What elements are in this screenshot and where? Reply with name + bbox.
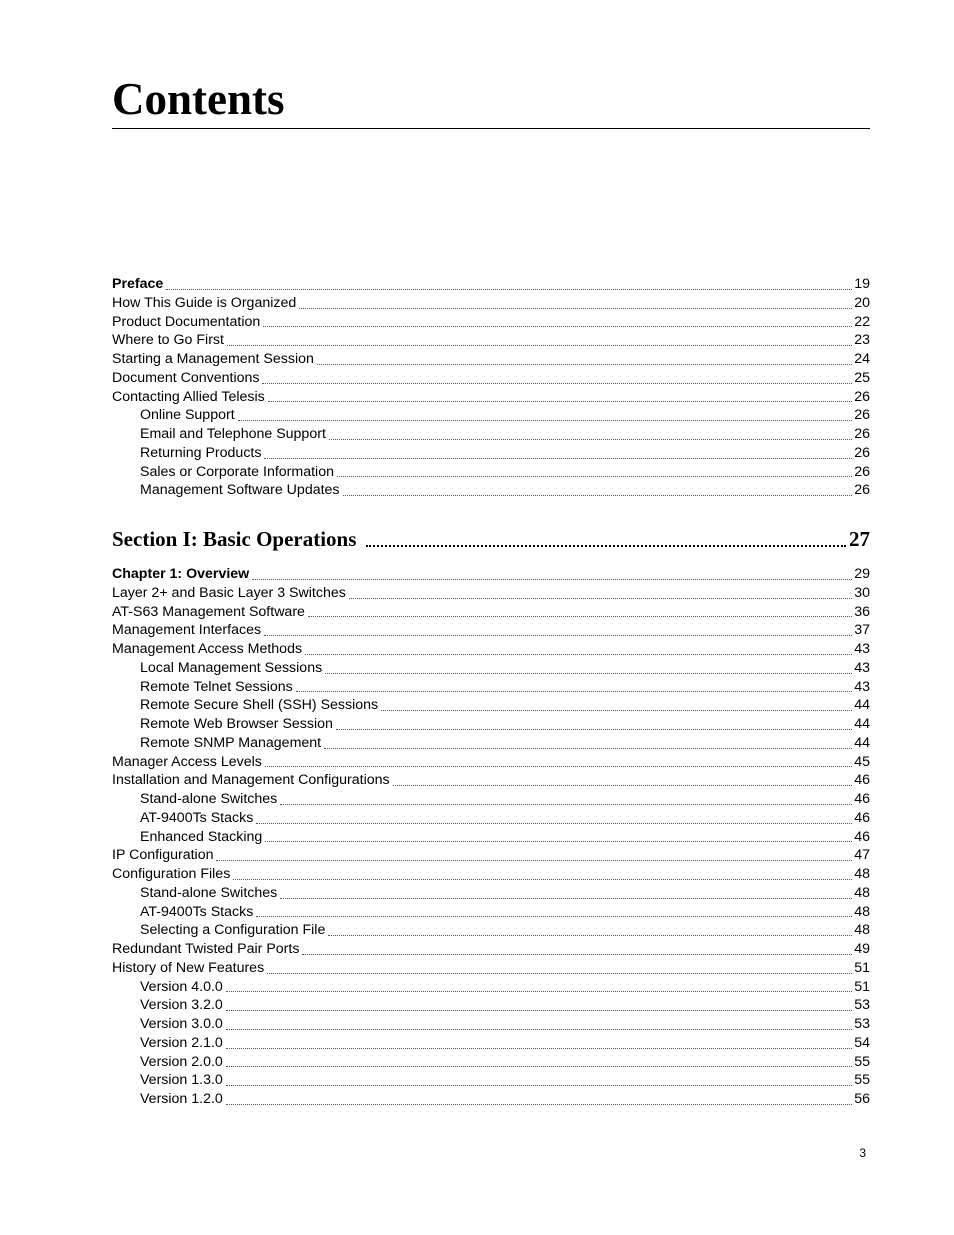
toc-entry-page-number: 36 <box>854 603 870 620</box>
toc-entry-title: Stand-alone Switches <box>140 791 278 807</box>
dot-leader <box>268 401 852 402</box>
toc-entry-page-number: 55 <box>854 1072 870 1089</box>
toc-entry-title: Remote Web Browser Session <box>140 716 333 732</box>
toc-entry[interactable] <box>112 734 870 753</box>
toc-entry-title: How This Guide is Organized <box>112 294 297 311</box>
toc-entry-title: Document Conventions <box>112 369 260 386</box>
toc-entry-page-number: 51 <box>854 978 870 995</box>
toc-entry-page-number: 26 <box>854 426 870 442</box>
dot-leader <box>267 973 852 974</box>
toc-entry-page-number: 26 <box>854 463 870 480</box>
toc-entry-page-number: 25 <box>854 369 870 386</box>
toc-entry[interactable] <box>112 1071 870 1090</box>
toc-entry[interactable] <box>112 903 870 922</box>
toc-entry-page-number: 26 <box>854 407 870 424</box>
toc-entry-title: Where to Go First <box>112 332 224 349</box>
toc-entry-title: Version 4.0.0 <box>140 978 223 995</box>
toc-entry[interactable] <box>112 978 870 997</box>
toc-entry-title: Remote Telnet Sessions <box>140 678 293 695</box>
toc-entry-page-number: 46 <box>854 791 870 807</box>
toc-entry-page-number: 55 <box>854 1053 870 1070</box>
toc-entry-page-number: 56 <box>854 1091 870 1107</box>
toc-entry-page-number: 30 <box>854 584 870 601</box>
toc-entry[interactable] <box>112 865 870 884</box>
toc-entry-title: AT-9400Ts Stacks <box>140 903 254 920</box>
toc-entry[interactable] <box>112 846 870 865</box>
dot-leader <box>265 766 852 767</box>
toc-entry-title: Chapter 1: Overview <box>112 566 250 582</box>
section-page-number: 27 <box>849 527 870 551</box>
dot-leader <box>325 673 852 674</box>
toc-section-entry[interactable] <box>112 524 870 554</box>
dot-leader <box>226 1029 852 1030</box>
toc-entry[interactable] <box>112 640 870 659</box>
toc-entry-title: Version 2.0.0 <box>140 1053 223 1070</box>
toc-entry-title: Stand-alone Switches <box>140 884 278 901</box>
toc-entry[interactable] <box>112 275 870 294</box>
dot-leader <box>256 916 852 917</box>
toc-entry[interactable] <box>112 696 870 715</box>
toc-entry-page-number: 26 <box>854 388 870 405</box>
toc-entry-title: Contacting Allied Telesis <box>112 388 265 405</box>
toc-entry[interactable] <box>112 388 870 407</box>
toc-entry-page-number: 46 <box>854 828 870 845</box>
toc-entry-page-number: 47 <box>854 847 870 864</box>
toc-entry-title: Preface <box>112 276 164 292</box>
toc-entry-page-number: 48 <box>854 922 870 939</box>
dot-leader <box>263 326 852 327</box>
toc-entry-page-number: 48 <box>854 903 870 920</box>
dot-leader <box>280 898 852 899</box>
toc-entry-title: Version 1.3.0 <box>140 1072 223 1089</box>
toc-entry-title: Installation and Management Configurations <box>112 772 390 789</box>
dot-leader <box>262 383 852 384</box>
dot-leader <box>226 1048 852 1049</box>
toc-entry-page-number: 53 <box>854 997 870 1014</box>
toc-entry-title: IP Configuration <box>112 847 214 864</box>
dot-leader <box>324 748 852 749</box>
toc-preface-list <box>112 275 870 500</box>
toc-entry[interactable] <box>112 350 870 369</box>
toc-entry[interactable] <box>112 828 870 847</box>
toc-entry[interactable] <box>112 753 870 772</box>
toc-entry-page-number: 54 <box>854 1034 870 1051</box>
toc-entry[interactable] <box>112 790 870 809</box>
toc-entry[interactable] <box>112 463 870 482</box>
page-title: Contents <box>112 74 285 124</box>
dot-leader <box>226 991 852 992</box>
dot-leader <box>337 476 852 477</box>
toc-entry-page-number: 19 <box>854 276 870 292</box>
toc-entry[interactable] <box>112 1090 870 1109</box>
dot-leader <box>317 364 852 365</box>
toc-entry-title: Product Documentation <box>112 313 261 330</box>
section-leader <box>366 545 846 547</box>
toc-entry-page-number: 45 <box>854 753 870 770</box>
toc-entry-title: Online Support <box>140 407 235 424</box>
toc-entry[interactable] <box>112 369 870 388</box>
toc-entry-title: Management Interfaces <box>112 622 262 639</box>
toc-entry[interactable] <box>112 294 870 313</box>
dot-leader <box>226 1085 852 1086</box>
dot-leader <box>216 860 852 861</box>
toc-entry-page-number: 43 <box>854 641 870 657</box>
dot-leader <box>393 785 853 786</box>
toc-entry-page-number: 37 <box>854 622 870 639</box>
toc-entry-title: Starting a Management Session <box>112 351 314 367</box>
toc-entry[interactable] <box>112 1053 870 1072</box>
toc-entry-title: Manager Access Levels <box>112 753 262 770</box>
toc-entry-title: Email and Telephone Support <box>140 426 326 442</box>
toc-entry-page-number: 23 <box>854 332 870 349</box>
toc-entry-title: Sales or Corporate Information <box>140 463 334 480</box>
page-number: 3 <box>859 1146 866 1160</box>
toc-entry-title: Layer 2+ and Basic Layer 3 Switches <box>112 584 346 601</box>
toc-entry-page-number: 46 <box>854 809 870 826</box>
toc-entry-title: Redundant Twisted Pair Ports <box>112 941 300 957</box>
toc-entry-page-number: 49 <box>854 941 870 957</box>
dot-leader <box>296 691 852 692</box>
toc-entry[interactable] <box>112 678 870 697</box>
toc-entry[interactable] <box>112 565 870 584</box>
dot-leader <box>256 823 852 824</box>
toc-entry-page-number: 53 <box>854 1016 870 1032</box>
dot-leader <box>329 439 852 440</box>
toc-entry[interactable] <box>112 921 870 940</box>
toc-entry-page-number: 51 <box>854 959 870 976</box>
toc-entry-page-number: 26 <box>854 482 870 499</box>
dot-leader <box>233 879 852 880</box>
dot-leader <box>226 1066 852 1067</box>
section-title: Section I: Basic Operations <box>112 527 357 551</box>
dot-leader <box>302 954 852 955</box>
toc-entry-page-number: 44 <box>854 716 870 732</box>
toc-entry-title: Remote SNMP Management <box>140 734 322 751</box>
dot-leader <box>227 345 852 346</box>
toc-entry[interactable] <box>112 1034 870 1053</box>
toc-entry-page-number: 44 <box>854 734 870 751</box>
toc-entry[interactable] <box>112 621 870 640</box>
toc-entry[interactable] <box>112 940 870 959</box>
dot-leader <box>305 654 852 655</box>
toc-entry-title: AT-S63 Management Software <box>112 603 305 620</box>
dot-leader <box>328 935 852 936</box>
toc-entry-page-number: 43 <box>854 678 870 695</box>
toc-chapter-list <box>112 565 870 1109</box>
toc-entry[interactable] <box>112 959 870 978</box>
toc-entry-title: Local Management Sessions <box>140 659 323 676</box>
toc-entry[interactable] <box>112 1015 870 1034</box>
dot-leader <box>336 729 852 730</box>
toc-entry-title: Returning Products <box>140 444 262 461</box>
toc-entry-title: History of New Features <box>112 959 265 976</box>
dot-leader <box>226 1010 852 1011</box>
toc-entry-page-number: 46 <box>854 772 870 789</box>
dot-leader <box>280 804 852 805</box>
toc-entry-page-number: 26 <box>854 444 870 461</box>
toc-entry[interactable] <box>112 884 870 903</box>
toc-entry-page-number: 44 <box>854 697 870 714</box>
toc-entry-page-number: 48 <box>854 884 870 901</box>
toc-entry-page-number: 48 <box>854 866 870 882</box>
toc-entry-title: Management Software Updates <box>140 482 340 499</box>
dot-leader <box>299 308 852 309</box>
dot-leader <box>308 616 852 617</box>
toc-entry[interactable] <box>112 715 870 734</box>
toc-entry[interactable] <box>112 996 870 1015</box>
toc-entry[interactable] <box>112 481 870 500</box>
toc-entry[interactable] <box>112 331 870 350</box>
toc-entry[interactable] <box>112 444 870 463</box>
toc-entry-title: Version 1.2.0 <box>140 1091 223 1107</box>
dot-leader <box>264 635 852 636</box>
toc-entry-title: Configuration Files <box>112 866 231 882</box>
toc-entry-title: Version 3.2.0 <box>140 997 223 1014</box>
toc-entry-page-number: 20 <box>854 294 870 311</box>
dot-leader <box>238 420 853 421</box>
toc-entry-page-number: 29 <box>854 566 870 582</box>
toc-entry-page-number: 24 <box>854 351 870 367</box>
toc-entry-page-number: 22 <box>854 313 870 330</box>
dot-leader <box>166 289 852 290</box>
dot-leader <box>252 579 852 580</box>
toc-entry-title: Version 2.1.0 <box>140 1034 223 1051</box>
toc-entry[interactable] <box>112 425 870 444</box>
toc-entry[interactable] <box>112 809 870 828</box>
dot-leader <box>381 710 852 711</box>
toc-entry-title: Remote Secure Shell (SSH) Sessions <box>140 697 379 714</box>
toc-entry[interactable] <box>112 406 870 425</box>
toc-entry-title: Management Access Methods <box>112 641 303 657</box>
toc-entry-title: Version 3.0.0 <box>140 1016 223 1032</box>
toc-entry-title: Enhanced Stacking <box>140 828 263 845</box>
toc-entry[interactable] <box>112 313 870 332</box>
toc-entry-page-number: 43 <box>854 659 870 676</box>
toc-entry-title: Selecting a Configuration File <box>140 922 326 939</box>
dot-leader <box>349 598 852 599</box>
dot-leader <box>226 1104 852 1105</box>
toc-entry[interactable] <box>112 771 870 790</box>
dot-leader <box>264 458 852 459</box>
toc-entry-title: AT-9400Ts Stacks <box>140 809 254 826</box>
dot-leader <box>265 841 852 842</box>
toc-entry[interactable] <box>112 584 870 603</box>
title-rule <box>112 128 870 129</box>
toc-entry[interactable] <box>112 603 870 622</box>
toc-entry[interactable] <box>112 659 870 678</box>
dot-leader <box>343 495 853 496</box>
